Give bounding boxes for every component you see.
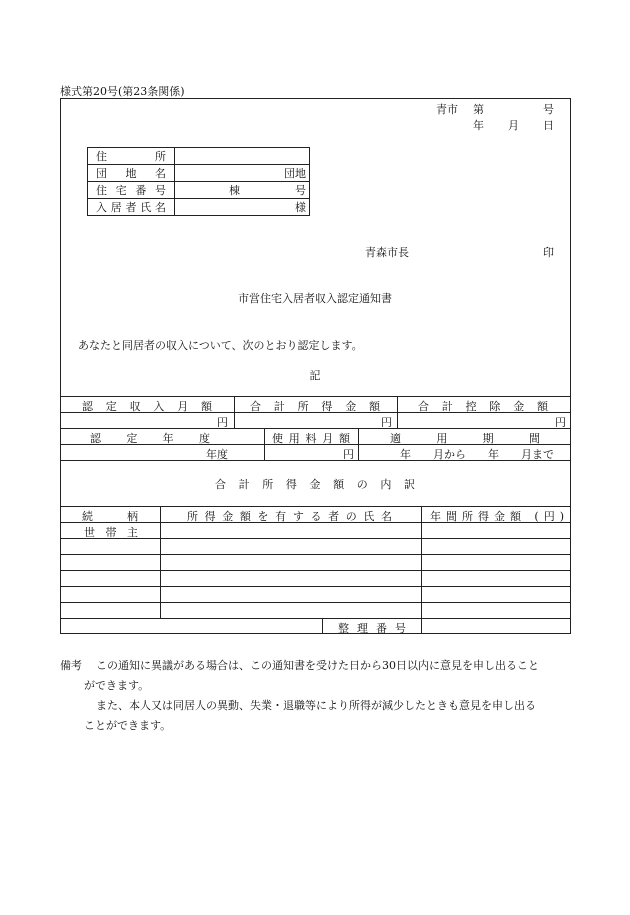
header-zokugara: 続柄: [82, 510, 138, 523]
period-text: 年 月から 年 月まで: [400, 448, 554, 461]
address-row: [88, 182, 310, 199]
header-nenkan-shotoku: 年間所得金額 (円): [430, 510, 564, 523]
ref-dai: 第: [473, 103, 484, 116]
remarks-line: また、本人又は同居人の異動、失業・退職等により所得が減少したときも意見を申し出る: [96, 699, 536, 712]
document-title: 市営住宅入居者収入認定通知書: [238, 292, 392, 305]
ki-label: 記: [309, 369, 321, 382]
address-value: 棟 号: [175, 182, 310, 199]
address-row: [88, 199, 310, 216]
address-label: 住宅番号: [88, 182, 175, 199]
ref-month: 月: [508, 119, 519, 132]
remarks-line: この通知に異議がある場合は、この通知書を受けた日から30日以内に意見を申し出ること: [96, 659, 539, 672]
unit-yen: 円: [381, 416, 392, 429]
grid-line: [358, 428, 359, 460]
grid-line: [421, 506, 422, 634]
grid-line: [60, 554, 571, 555]
issuer-name: 青森市長: [365, 246, 409, 259]
issuer-seal: 印: [543, 246, 554, 259]
address-value: 団地: [175, 165, 310, 182]
grid-line: [60, 602, 571, 603]
address-label: 住所: [88, 148, 175, 165]
remarks-line: ができます。: [84, 679, 150, 692]
header-gokei-kojo: 合計控除金額: [418, 400, 548, 413]
address-row: [88, 165, 310, 182]
ref-day: 日: [543, 119, 554, 132]
header-nintei-nendo: 認定年度: [90, 432, 210, 445]
grid-line: [264, 428, 265, 460]
grid-line: [60, 428, 571, 429]
header-tekiyo-kikan: 適用期間: [390, 432, 540, 445]
grid-line: [60, 396, 571, 397]
unit-yen: 円: [217, 416, 228, 429]
body-text: あなたと同居者の収入について、次のとおり認定します。: [78, 339, 363, 352]
header-shimei: 所得金額を有する者の氏名: [187, 510, 392, 523]
unit-yen: 円: [343, 448, 354, 461]
grid-line: [60, 586, 571, 587]
address-value: 様: [175, 199, 310, 216]
address-value: [175, 148, 310, 165]
grid-line: [234, 396, 235, 428]
grid-line: [322, 618, 323, 634]
ref-city: 青市: [436, 103, 458, 116]
remarks-line: ことができます。: [84, 719, 172, 732]
unit-yen: 円: [555, 416, 566, 429]
header-shiyoryo: 使用料月額: [272, 432, 350, 445]
breakdown-title: 合計所得金額の内訳: [215, 478, 415, 491]
header-gokei-shotoku: 合計所得金額: [250, 400, 380, 413]
grid-line: [60, 618, 571, 619]
form-id: 様式第20号(第23条関係): [60, 85, 185, 98]
header-nintei-shunyu: 認定収入月額: [82, 400, 212, 413]
seiri-bango-label: 整理番号: [338, 622, 406, 635]
grid-line: [60, 570, 571, 571]
address-row: [88, 148, 310, 165]
setainushi-label: 世帯主: [84, 526, 138, 539]
grid-line: [397, 396, 398, 428]
unit-nendo: 年度: [206, 448, 228, 461]
ref-go: 号: [543, 103, 554, 116]
remarks-label: 備考: [60, 659, 82, 672]
address-label: 団地名: [88, 165, 175, 182]
ref-year: 年: [473, 119, 484, 132]
address-table: [87, 147, 310, 216]
grid-line: [60, 506, 571, 507]
address-label: 入居者氏名: [88, 199, 175, 216]
grid-line: [160, 506, 161, 618]
